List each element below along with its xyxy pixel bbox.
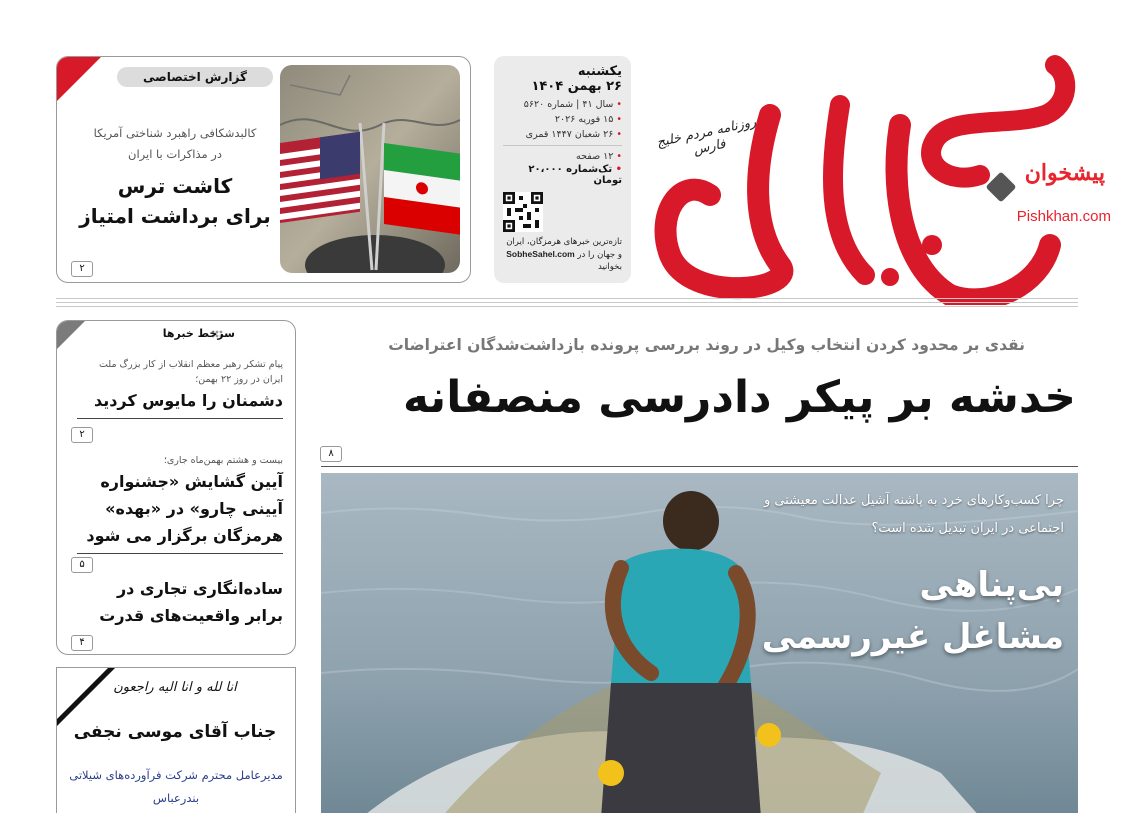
page-count: • ۱۲ صفحه xyxy=(503,149,622,164)
website-link[interactable]: SobheSahel.com xyxy=(506,249,575,259)
divider xyxy=(56,302,1078,303)
headline-title: ساده‌انگاری تجاری در برابر واقعیت‌های قدرت xyxy=(99,579,283,625)
photo-story-title-line: مشاغل غیررسمی xyxy=(761,617,1064,657)
photo-story-kicker: چرا کسب‌وکارهای خرد به پاشنه آشیل عدالت معیشتی و اجتماعی در ایران تبدیل شده است؟ xyxy=(763,493,1064,536)
report-tag: گزارش اختصاصی xyxy=(117,67,273,87)
fisherman-photo-story[interactable] xyxy=(321,473,1078,813)
promo-end: بخوانید xyxy=(598,262,622,272)
headline-kicker: بیست و هشتم بهمن‌ماه جاری؛ xyxy=(163,455,283,466)
masthead-subtitle: روزنامه مردم خلیج فارس xyxy=(655,114,758,159)
divider xyxy=(77,418,283,419)
date-persian: ۲۶ بهمن ۱۴۰۴ xyxy=(531,79,622,94)
flags-photo xyxy=(280,65,460,273)
page-number: ۵ xyxy=(71,557,93,573)
headline-item[interactable] xyxy=(77,453,283,554)
page-number: ۸ xyxy=(320,446,342,462)
divider xyxy=(56,298,1078,299)
date-gregorian: • ۱۵ فوریه ۲۰۲۶ xyxy=(503,112,622,127)
main-supertitle: نقدی بر محدود کردن انتخاب وکیل در روند بررسی پرونده بازداشت‌شدگان اعتراضات xyxy=(388,336,1025,354)
price: • تک‌شماره ۲۰،۰۰۰ تومان xyxy=(503,164,622,186)
divider xyxy=(56,306,1078,307)
pishkhan-watermark xyxy=(990,160,1115,230)
photo-story-title-line: بی‌پناهی xyxy=(919,565,1064,605)
corner-accent xyxy=(57,57,101,101)
headlines-header: سرخط خبرها xyxy=(162,327,235,340)
page-number: ۴ xyxy=(71,635,93,651)
flags-illustration xyxy=(280,65,460,273)
divider xyxy=(77,553,283,554)
main-headline[interactable]: خدشه بر پیکر دادرسی منصفانه xyxy=(403,372,1076,423)
headline-title: آیین گشایش «جشنواره آیینی چارو» در «بهده» هرمزگان برگزار می شود xyxy=(86,472,283,545)
photo-story-title xyxy=(719,559,1064,663)
mourning-ribbon xyxy=(56,667,126,728)
pishkhan-diamond-icon xyxy=(985,171,1016,202)
report-kicker-line: کالبدشکافی راهبرد شناختی آمریکا xyxy=(93,126,257,140)
corner-accent xyxy=(57,321,85,349)
pishkhan-text-en: Pishkhan.com xyxy=(1016,208,1111,225)
divider xyxy=(321,466,1078,467)
weekday: یکشنبه xyxy=(577,64,622,79)
date-hijri: • ۲۶ شعبان ۱۴۴۷ قمری xyxy=(503,127,622,142)
report-kicker xyxy=(67,123,283,165)
page-number: ۲ xyxy=(71,427,93,443)
divider xyxy=(503,145,622,146)
promo-text: تازه‌ترین خبرهای هرمزگان، ایران و جهان را در xyxy=(506,237,622,260)
exclusive-report-card[interactable] xyxy=(56,56,471,283)
page-number: ۲ xyxy=(71,261,93,277)
headline-item[interactable] xyxy=(77,575,283,629)
report-title-line: کاشت ترس xyxy=(117,174,233,198)
date-box xyxy=(494,56,631,283)
issue-number: • سال ۴۱ | شماره ۵۶۲۰ xyxy=(503,97,622,112)
website-promo xyxy=(503,236,622,273)
obituary-verse: انا لله و انا الیه راجعون xyxy=(113,680,237,695)
obituary-description: مدیرعامل محترم شرکت فرآورده‌های شیلاتی بندرعباس xyxy=(69,768,283,805)
obituary-box xyxy=(56,667,296,813)
headline-title: دشمنان را مایوس کردید xyxy=(93,391,283,410)
obituary-name: جناب آقای موسی نجفی xyxy=(73,722,277,742)
headlines-box xyxy=(56,320,296,655)
report-title-line: برای برداشت امتیاز xyxy=(79,204,271,228)
qr-code-icon[interactable] xyxy=(503,192,543,232)
headline-item[interactable] xyxy=(77,357,283,419)
report-kicker-line: در مذاکرات با ایران xyxy=(128,147,222,161)
pishkhan-text-fa: پیشخوان xyxy=(1024,160,1105,186)
headline-kicker: پیام تشکر رهبر معظم انقلاب از کار بزرگ ملت ایران در روز ۲۲ بهمن؛ xyxy=(98,359,283,385)
report-title xyxy=(67,171,283,231)
